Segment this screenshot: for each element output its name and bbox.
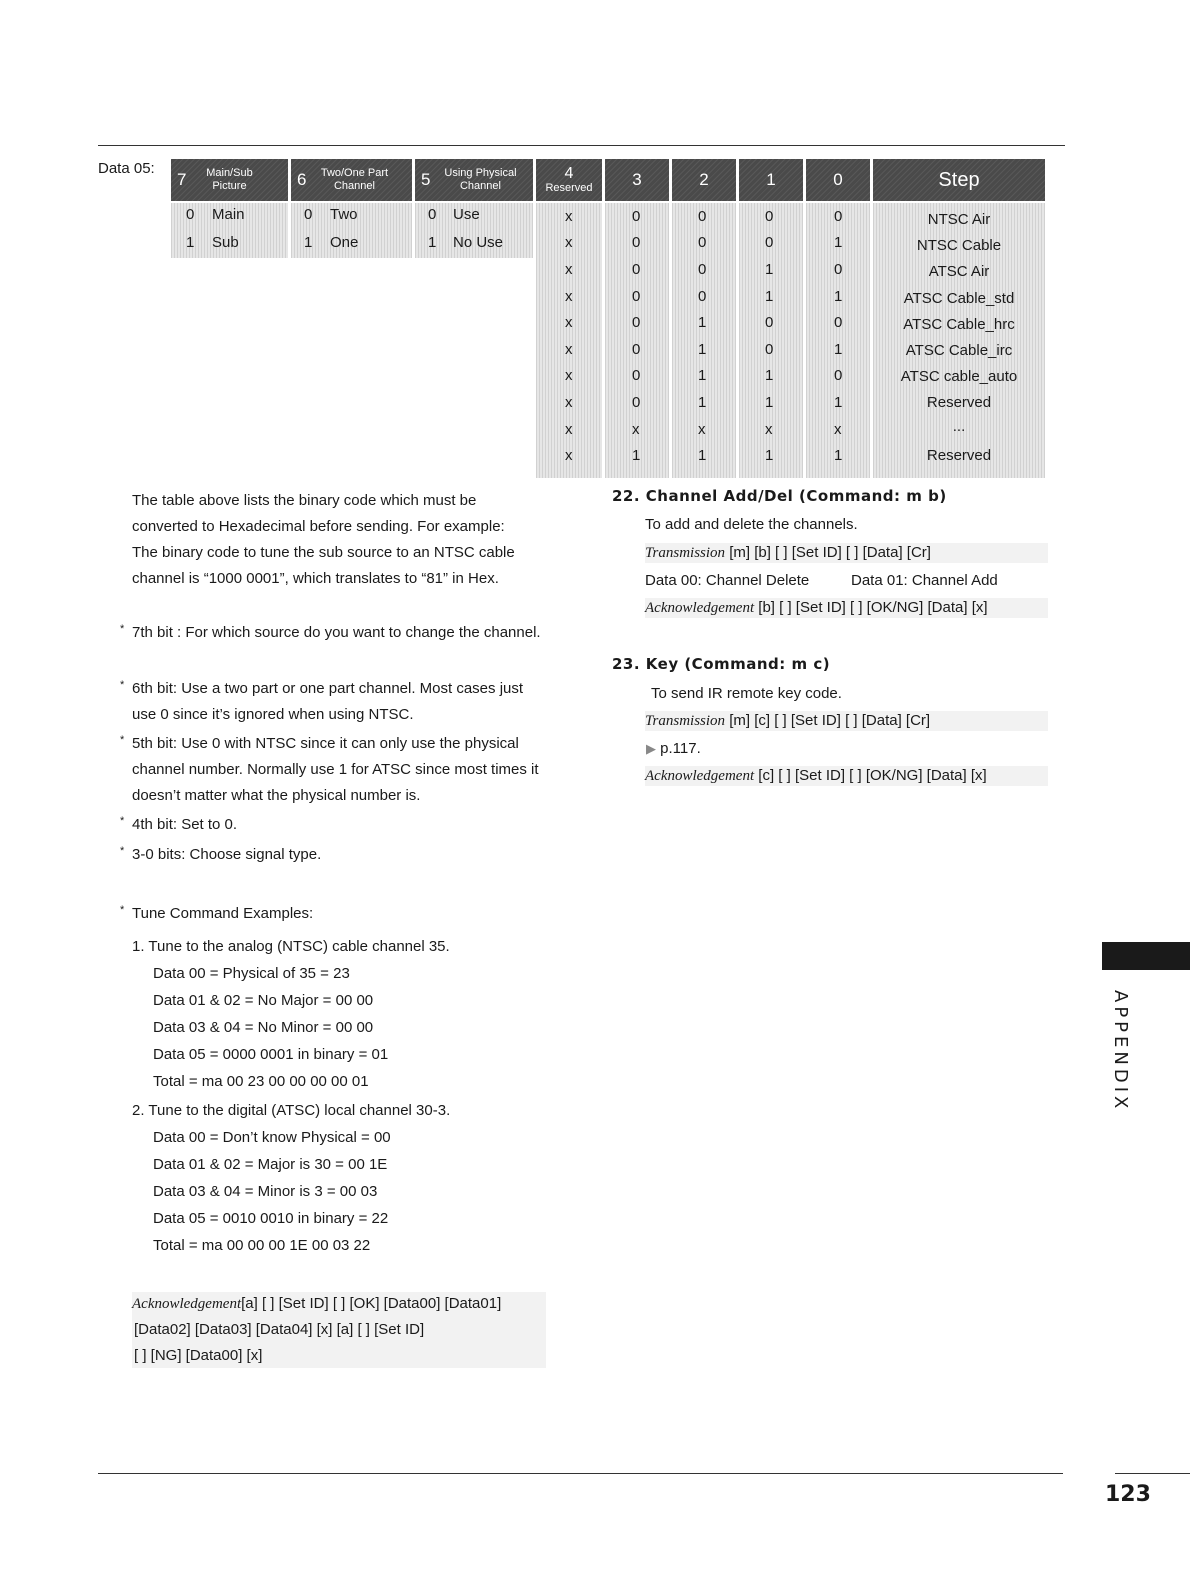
- bit2-cell: 1: [698, 394, 707, 411]
- bit4-cell: x: [565, 288, 573, 305]
- bit1-cell: 0: [765, 314, 774, 331]
- example1-line: Data 00 = Physical of 35 = 23: [153, 965, 350, 982]
- bit6-text: Two: [330, 206, 358, 223]
- acknowledgement-block: [132, 1292, 546, 1368]
- bit3-cell: 0: [632, 314, 641, 331]
- bit3-cell: 0: [632, 208, 641, 225]
- bit2-cell: 1: [698, 314, 707, 331]
- page-number: 123: [1105, 1482, 1151, 1507]
- bit7-text: Sub: [212, 234, 239, 251]
- bit0-cell: 1: [834, 341, 843, 358]
- step-cell: Reserved: [926, 394, 992, 411]
- ack-line: [Data02] [Data03] [Data04] [x] [a] [ ] [Set ID]: [134, 1321, 425, 1338]
- appendix-tab-label: APPENDIX: [1110, 990, 1131, 1113]
- header-bit5: 5 Using Physical Channel: [415, 159, 533, 201]
- section-22-transmission: Transmission [m] [b] [ ] [Set ID] [ ] [Data] [Cr]: [645, 543, 1048, 563]
- bit0-cell: 0: [834, 208, 843, 225]
- header-bit6: 6 Two/One Part Channel: [291, 159, 412, 201]
- bottom-rule: [98, 1473, 1063, 1474]
- header-step: Step: [873, 159, 1045, 201]
- bit4-cell: x: [565, 394, 573, 411]
- bit1-cell: 1: [765, 447, 774, 464]
- bit1-cell: 1: [765, 288, 774, 305]
- bit0-cell: 0: [834, 367, 843, 384]
- bit6-value: 1: [304, 234, 313, 251]
- bit4-cell: x: [565, 341, 573, 358]
- bullet-bit7: * 7th bit : For which source do you want to change the channel.: [120, 623, 541, 641]
- bit1-cell: x: [765, 421, 773, 438]
- bit0-cell: 0: [834, 314, 843, 331]
- data05-label: Data 05:: [98, 160, 155, 177]
- bit7-value: 1: [186, 234, 195, 251]
- bit4-cell: x: [565, 447, 573, 464]
- section-22-acknowledgement: Acknowledgement [b] [ ] [Set ID] [ ] [OK/NG] [Data] [x]: [645, 598, 1048, 618]
- bit2-cell: 0: [698, 261, 707, 278]
- bit4-cell: x: [565, 261, 573, 278]
- appendix-tab-marker: [1102, 942, 1190, 970]
- step-cell: ...: [952, 418, 966, 435]
- bit1-cell: 0: [765, 234, 774, 251]
- section-22-data-delete: Data 00: Channel Delete: [645, 572, 810, 589]
- ack-label: Acknowledgement: [132, 1296, 242, 1312]
- bit3-cell: 1: [632, 447, 641, 464]
- ack-label: Acknowledgement: [645, 600, 755, 616]
- bit7-text: Main: [212, 206, 245, 223]
- section-23-title: 23. Key (Command: m c): [612, 655, 831, 673]
- tune-examples-title: * Tune Command Examples:: [120, 904, 314, 922]
- example2-line: Data 05 = 0010 0010 in binary = 22: [153, 1210, 389, 1227]
- bit3-cell: 0: [632, 367, 641, 384]
- bit0-cell: 1: [834, 288, 843, 305]
- transmission-label: Transmission: [645, 545, 726, 561]
- bit2-cell: 1: [698, 367, 707, 384]
- bit3-cell: 0: [632, 288, 641, 305]
- bit4-cell: x: [565, 314, 573, 331]
- step-cell: ATSC Cable_hrc: [903, 316, 1015, 333]
- bit5-value: 0: [428, 206, 437, 223]
- example1-title: 1. Tune to the analog (NTSC) cable channel 35.: [132, 938, 450, 955]
- header-bit4: 4 Reserved: [536, 159, 602, 201]
- example2-title: 2. Tune to the digital (ATSC) local channel 30-3.: [132, 1102, 451, 1119]
- bit2-cell: 1: [698, 341, 707, 358]
- bit5-text: Use: [453, 206, 480, 223]
- ack-line: [a] [ ] [Set ID] [ ] [OK] [Data00] [Data01]: [241, 1295, 502, 1312]
- section-23-transmission: Transmission [m] [c] [ ] [Set ID] [ ] [Data] [Cr]: [645, 711, 1048, 731]
- bit0-cell: 1: [834, 394, 843, 411]
- bit3-cell: 0: [632, 234, 641, 251]
- header-bit2: 2: [672, 159, 736, 201]
- step-cell: ATSC Air: [928, 263, 990, 280]
- bit3-cell: 0: [632, 341, 641, 358]
- step-cell: ATSC Cable_std: [903, 290, 1015, 307]
- bit4-cell: x: [565, 421, 573, 438]
- bit3-cell: 0: [632, 261, 641, 278]
- bit1-cell: 0: [765, 341, 774, 358]
- bit2-cell: 0: [698, 234, 707, 251]
- bit3-cell: x: [632, 421, 640, 438]
- bit0-cell: 0: [834, 261, 843, 278]
- bit3-cell: 0: [632, 394, 641, 411]
- transmission-label: Transmission: [645, 713, 726, 729]
- bit5-text: No Use: [453, 234, 504, 251]
- header-bit3: 3: [605, 159, 669, 201]
- bit2-cell: x: [698, 421, 706, 438]
- example1-line: Data 03 & 04 = No Minor = 00 00: [153, 1019, 374, 1036]
- bit4-cell: x: [565, 234, 573, 251]
- top-rule: [98, 145, 1065, 146]
- bit2-cell: 1: [698, 447, 707, 464]
- header-bit1: 1: [739, 159, 803, 201]
- page-reference-link[interactable]: p.117.: [660, 740, 701, 757]
- example2-line: Total = ma 00 00 00 1E 00 03 22: [153, 1237, 371, 1254]
- example2-line: Data 01 & 02 = Major is 30 = 00 1E: [153, 1156, 388, 1173]
- bit1-cell: 1: [765, 367, 774, 384]
- section-22-desc: To add and delete the channels.: [645, 516, 858, 533]
- step-cell: ATSC Cable_irc: [905, 342, 1013, 359]
- bit1-cell: 0: [765, 208, 774, 225]
- bit6-text: One: [330, 234, 359, 251]
- example1-line: Data 01 & 02 = No Major = 00 00: [153, 992, 374, 1009]
- example2-line: Data 03 & 04 = Minor is 3 = 00 03: [153, 1183, 378, 1200]
- bit1-cell: 1: [765, 261, 774, 278]
- header-bit0: 0: [806, 159, 870, 201]
- step-cell: NTSC Air: [927, 211, 991, 228]
- header-bit7: 7 Main/Sub Picture: [171, 159, 288, 201]
- example2-line: Data 00 = Don’t know Physical = 00: [153, 1129, 391, 1146]
- bit6-value: 0: [304, 206, 313, 223]
- bullet-bit4: * 4th bit: Set to 0.: [120, 815, 238, 833]
- bit7-value: 0: [186, 206, 195, 223]
- bit4-cell: x: [565, 208, 573, 225]
- bit2-cell: 0: [698, 208, 707, 225]
- bit2-cell: 0: [698, 288, 707, 305]
- page-number-rule: [1115, 1473, 1190, 1474]
- bit4-cell: x: [565, 367, 573, 384]
- step-cell: ATSC cable_auto: [900, 368, 1018, 385]
- section-23-desc: To send IR remote key code.: [651, 685, 842, 702]
- section-23-reference: [646, 739, 701, 759]
- arrow-right-icon: ▶: [646, 741, 656, 756]
- section-22-title: 22. Channel Add/Del (Command: m b): [612, 487, 947, 505]
- bit0-cell: 1: [834, 234, 843, 251]
- section-23-acknowledgement: Acknowledgement [c] [ ] [Set ID] [ ] [OK/NG] [Data] [x]: [645, 766, 1048, 786]
- bullet-bit6: * 6th bit: Use a two part or one part channel. Most cases just use 0 since it’s ignored when using NTSC.: [120, 679, 524, 723]
- ack-line: [ ] [NG] [Data00] [x]: [134, 1347, 263, 1364]
- bit1-cell: 1: [765, 394, 774, 411]
- example1-line: Total = ma 00 23 00 00 00 00 01: [153, 1073, 369, 1090]
- bit0-cell: x: [834, 421, 842, 438]
- bullet-bits3-0: * 3-0 bits: Choose signal type.: [120, 845, 322, 863]
- bullet-bit5: * 5th bit: Use 0 with NTSC since it can only use the physical channel number. Normally use 1 for ATSC since most times it doesn’t matter what the physical number is.: [120, 734, 539, 804]
- bit0-cell: 1: [834, 447, 843, 464]
- section-22-data-add: Data 01: Channel Add: [851, 572, 998, 589]
- bit5-value: 1: [428, 234, 437, 251]
- intro-paragraph: The table above lists the binary code which must be converted to Hexadecimal before sending. For example: The binary code to tune the sub source to an NTSC cable channel is “1000 0001”, which translates to “81” in Hex.: [132, 492, 515, 587]
- example1-line: Data 05 = 0000 0001 in binary = 01: [153, 1046, 389, 1063]
- ack-label: Acknowledgement: [645, 768, 755, 784]
- step-cell: NTSC Cable: [916, 237, 1002, 254]
- step-cell: Reserved: [926, 447, 992, 464]
